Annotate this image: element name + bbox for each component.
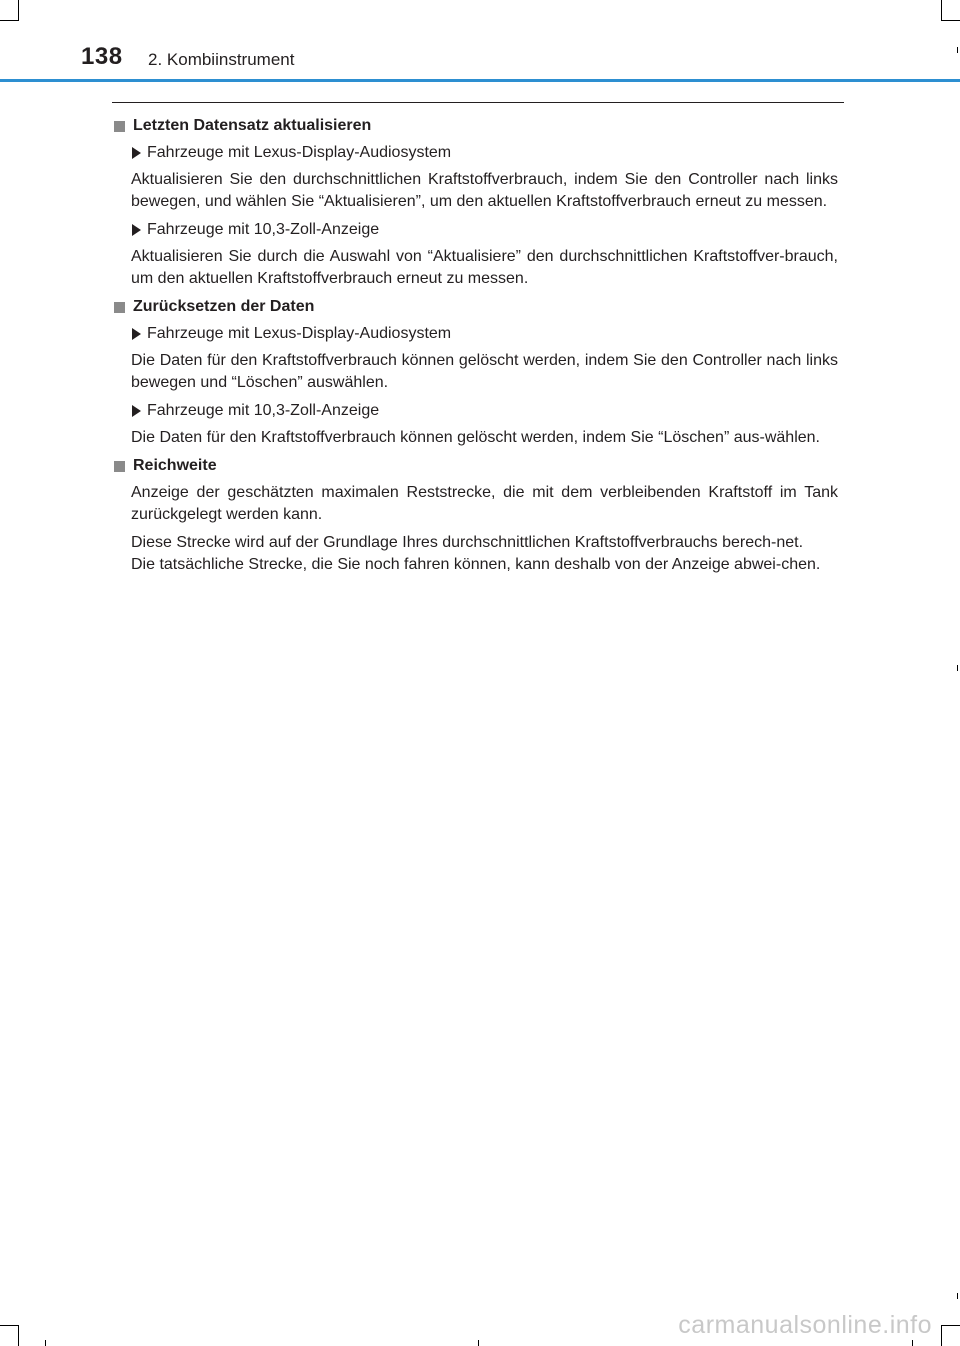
square-icon — [114, 121, 125, 132]
arrow-right-icon — [132, 328, 141, 340]
square-icon — [114, 461, 125, 472]
section-zuruecksetzen — [112, 296, 838, 449]
section-heading-text: Letzten Datensatz aktualisieren — [133, 117, 372, 134]
page-number: 138 — [81, 43, 123, 70]
crop-mark — [941, 1325, 942, 1346]
crop-mark — [45, 1340, 46, 1346]
subheading — [132, 400, 838, 422]
paragraph: Aktualisieren Sie durch die Auswahl von “Aktualisiere” den durchschnittlichen Kraftstoffver-brauch, um den aktuellen Kraftstoffverbrauch erneut zu messen. — [131, 248, 838, 287]
chapter-title: 2. Kombiinstrument — [148, 50, 295, 69]
paragraph: Die Daten für den Kraftstoffverbrauch können gelöscht werden, indem Sie “Löschen” aus-wählen. — [131, 429, 820, 446]
header-rule — [0, 79, 960, 82]
arrow-right-icon — [132, 405, 141, 417]
crop-mark — [957, 665, 958, 671]
paragraph: Diese Strecke wird auf der Grundlage Ihres durchschnittlichen Kraftstoffverbrauchs berech-net. — [131, 534, 804, 551]
paragraph: Anzeige der geschätzten maximalen Reststrecke, die mit dem verbleibenden Kraftstoff im Tank zurückgelegt werden kann. — [131, 484, 838, 523]
subheading — [132, 219, 838, 241]
subheading-text: Fahrzeuge mit 10,3-Zoll-Anzeige — [147, 402, 380, 419]
subheading-text: Fahrzeuge mit Lexus-Display-Audiosystem — [147, 144, 452, 161]
section-letzten-datensatz — [112, 115, 838, 290]
crop-mark — [912, 1340, 913, 1346]
watermark: carmanualsonline.info — [678, 1311, 932, 1339]
section-heading — [112, 115, 838, 137]
page-header — [0, 0, 960, 82]
section-heading — [112, 296, 838, 318]
square-icon — [114, 302, 125, 313]
paragraph: Die Daten für den Kraftstoffverbrauch können gelöscht werden, indem Sie den Controller nach links bewegen und “Löschen” auswählen. — [131, 352, 838, 391]
subheading — [132, 323, 838, 345]
crop-mark — [957, 1293, 958, 1299]
section-heading-text: Reichweite — [133, 457, 217, 474]
section-heading — [112, 455, 838, 477]
page-content — [112, 115, 838, 582]
crop-mark — [478, 1340, 479, 1346]
arrow-right-icon — [132, 147, 141, 159]
section-heading-text: Zurücksetzen der Daten — [133, 298, 315, 315]
crop-mark — [18, 1325, 19, 1346]
paragraph: Die tatsächliche Strecke, die Sie noch fahren können, kann deshalb von der Anzeige abwei-chen. — [131, 556, 821, 573]
section-reichweite — [112, 455, 838, 576]
subheading — [132, 142, 838, 164]
crop-mark — [0, 1325, 18, 1326]
content-divider — [112, 102, 844, 103]
subheading-text: Fahrzeuge mit 10,3-Zoll-Anzeige — [147, 221, 380, 238]
arrow-right-icon — [132, 224, 141, 236]
crop-mark — [942, 1325, 960, 1326]
paragraph: Aktualisieren Sie den durchschnittlichen Kraftstoffverbrauch, indem Sie den Controller nach links bewegen, und wählen Sie “Aktualisieren”, um den aktuellen Kraftstoffverbrauch erneut zu messen. — [131, 171, 838, 210]
subheading-text: Fahrzeuge mit Lexus-Display-Audiosystem — [147, 325, 452, 342]
